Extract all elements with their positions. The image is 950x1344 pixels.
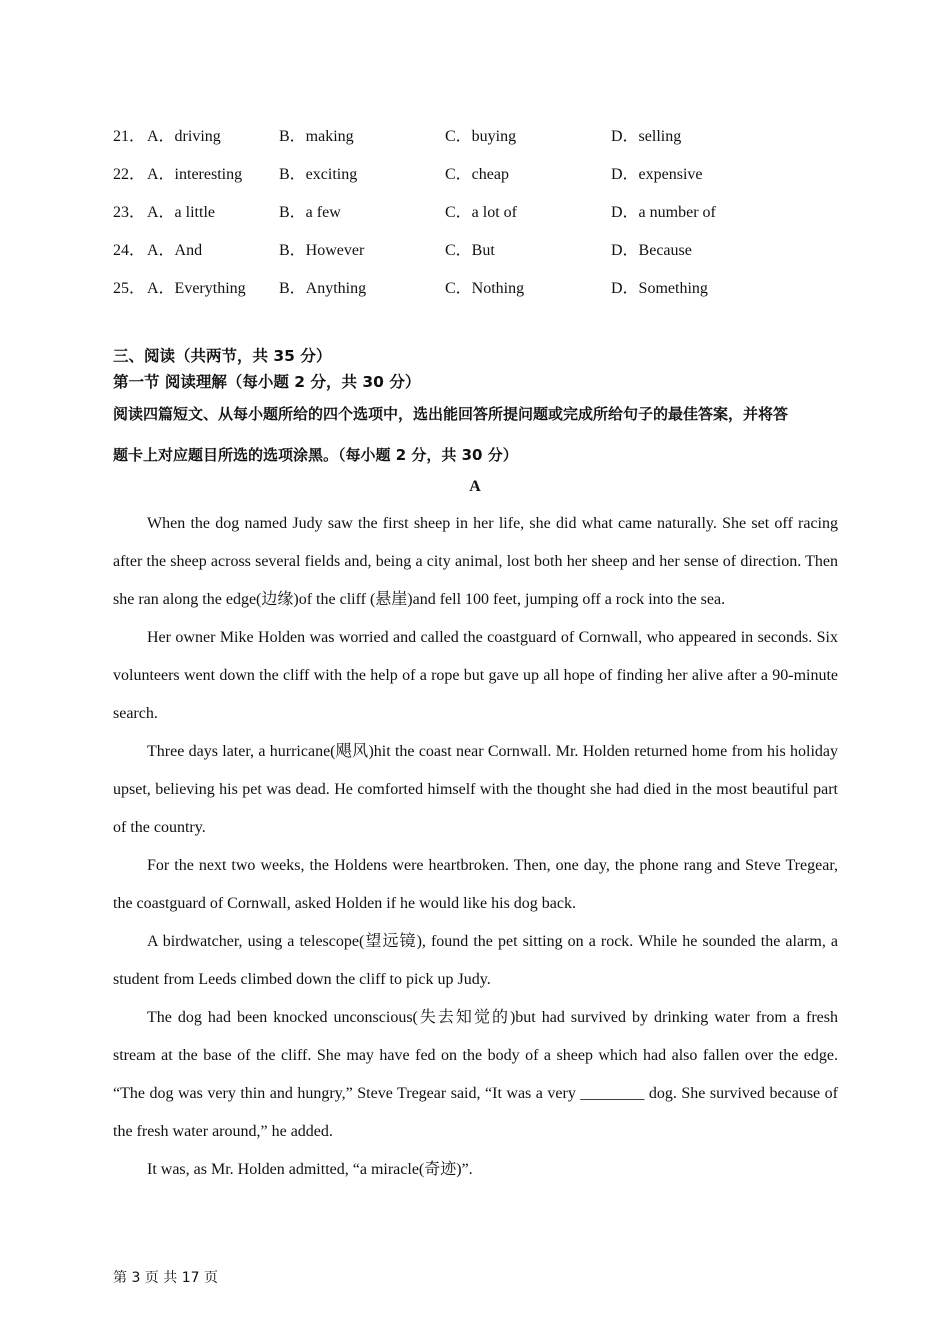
passage-label: A [469, 478, 481, 495]
option-c: C．buying [445, 128, 517, 145]
question-21 [113, 123, 853, 147]
question-24 [113, 237, 853, 261]
instruction-line-1: 阅读四篇短文、从每小题所给的四个选项中，选出能回答所提问题或完成所给句子的最佳答案，并将答 [113, 405, 789, 423]
question-number: 23． [113, 204, 146, 221]
question-number: 21． [113, 128, 146, 145]
question-number: 22． [113, 166, 146, 183]
option-c: C．Nothing [445, 280, 525, 297]
page-footer: 第 3 页 共 17 页 [113, 1270, 218, 1286]
option-a: A．a little [147, 204, 215, 221]
instruction-line-2: 题卡上对应题目所选的选项涂黑。（每小题 2 分，共 30 分） [113, 446, 518, 464]
option-d: D．expensive [611, 166, 703, 183]
option-d: D．a number of [611, 204, 716, 221]
question-number: 25． [113, 280, 146, 297]
option-c: C．cheap [445, 166, 509, 183]
question-23 [113, 199, 853, 223]
option-b: B．a few [279, 204, 341, 221]
question-25 [113, 275, 853, 299]
passage-body [113, 505, 838, 1189]
option-a: A．And [147, 242, 203, 259]
option-b: B．exciting [279, 166, 358, 183]
option-b: B．making [279, 128, 354, 145]
option-a: A．Everything [147, 280, 246, 297]
paragraph-4: For the next two weeks, the Holdens were heartbroken. Then, one day, the phone rang and Steve Tregear, the coastguard of Cornwall, asked Holden if he would like his dog back. [113, 857, 838, 912]
option-b: B．However [279, 242, 365, 259]
paragraph-5: A birdwatcher, using a telescope(望远镜), found the pet sitting on a rock. While he sounded the alarm, a student from Leeds climbed down the cliff to pick up Judy. [113, 933, 838, 988]
paragraph-7: It was, as Mr. Holden admitted, “a miracle(奇迹)”. [147, 1161, 473, 1178]
paragraph-1: When the dog named Judy saw the first sheep in her life, she did what came naturally. She set off racing after the sheep across several fields and, being a city animal, lost both her sheep and her sense of direction. Then she ran along the edge(边缘)of the cliff (悬崖)and fell 100 feet, jumping off a rock into the sea. [113, 515, 838, 608]
option-a: A．interesting [147, 166, 243, 183]
option-c: C．But [445, 242, 495, 259]
option-d: D．Something [611, 280, 708, 297]
section-title: 三、阅读（共两节，共 35 分） [113, 347, 332, 365]
paragraph-3: Three days later, a hurricane(飓风)hit the coast near Cornwall. Mr. Holden returned home from his holiday upset, believing his pet was dead. He comforted himself with the thought she had died in the most beautiful part of the country. [113, 743, 838, 836]
option-d: D．selling [611, 128, 682, 145]
question-22 [113, 161, 853, 185]
question-number: 24． [113, 242, 146, 259]
section-subtitle: 第一节 阅读理解（每小题 2 分，共 30 分） [113, 373, 421, 391]
option-c: C．a lot of [445, 204, 517, 221]
option-d: D．Because [611, 242, 692, 259]
option-b: B．Anything [279, 280, 367, 297]
paragraph-6: The dog had been knocked unconscious(失去知觉的)but had survived by drinking water from a fresh stream at the base of the cliff. She may have fed on the body of a sheep which had also fallen over the edge. “The dog was very thin and hungry,” Steve Tregear said, “It was a very ________ dog. She survived because of the fresh water around,” he added. [113, 1009, 838, 1140]
paragraph-2: Her owner Mike Holden was worried and called the coastguard of Cornwall, who appeared in seconds. Six volunteers went down the cliff with the help of a rope but gave up all hope of finding her alive after a 90-minute search. [113, 629, 838, 722]
option-a: A．driving [147, 128, 221, 145]
